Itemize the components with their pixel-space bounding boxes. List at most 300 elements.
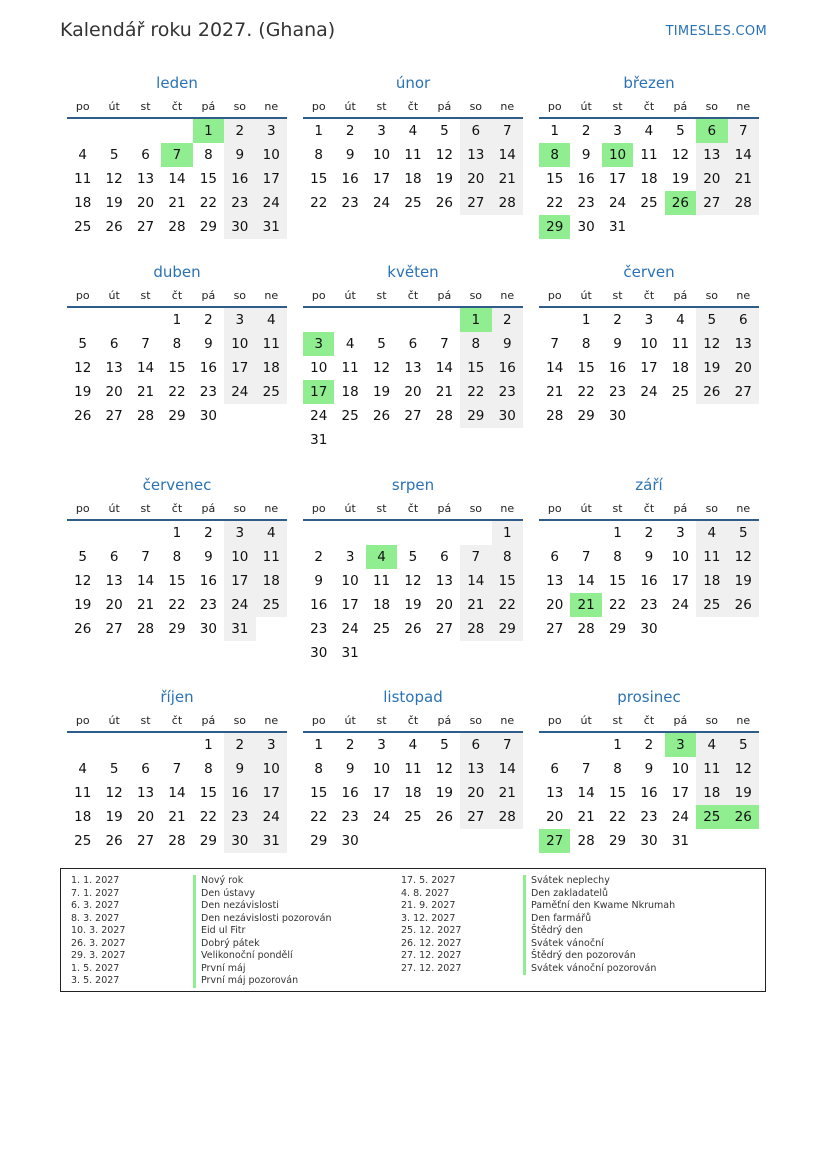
day-cell: 8 bbox=[613, 761, 622, 777]
day-grid bbox=[67, 308, 287, 428]
day-cell: 7 bbox=[550, 336, 559, 352]
day-cell: 5 bbox=[408, 549, 418, 565]
day-cell: 11 bbox=[341, 360, 359, 376]
day-cell: 25 bbox=[640, 195, 658, 211]
holiday-marker bbox=[193, 875, 196, 888]
holiday-day-cell: 8 bbox=[539, 143, 570, 167]
empty-cell bbox=[334, 308, 365, 332]
holiday-name: Dobrý pátek bbox=[201, 937, 260, 949]
page-title: Kalendář roku 2027. (Ghana) bbox=[60, 19, 336, 41]
day-cell: 15 bbox=[608, 785, 627, 801]
holiday-day-cell: 17 bbox=[303, 380, 334, 404]
brand-logo[interactable]: TIMESLES.COM bbox=[665, 24, 767, 39]
day-cell: 26 bbox=[435, 195, 453, 211]
day-cell: 25 bbox=[74, 833, 92, 849]
weekday-label: čt bbox=[171, 289, 183, 302]
day-cell: 2 bbox=[581, 123, 591, 139]
day-cell: 7 bbox=[581, 549, 591, 565]
weekday-header bbox=[539, 712, 759, 730]
day-cell: 21 bbox=[728, 167, 759, 191]
day-cell: 14 bbox=[492, 143, 523, 167]
weekday-label: čt bbox=[407, 714, 419, 727]
day-cell: 26 bbox=[435, 809, 453, 825]
day-cell: 13 bbox=[460, 143, 491, 167]
day-cell: 29 bbox=[168, 621, 186, 637]
day-cell: 4 bbox=[345, 336, 355, 352]
day-cell: 9 bbox=[224, 757, 255, 781]
holiday-date: 1. 5. 2027 bbox=[71, 962, 120, 974]
day-cell: 2 bbox=[204, 312, 213, 328]
day-cell: 12 bbox=[74, 360, 92, 376]
day-cell: 17 bbox=[608, 171, 627, 187]
day-cell: 5 bbox=[440, 737, 449, 753]
day-cell: 15 bbox=[199, 171, 217, 187]
weekday-label: pá bbox=[201, 289, 216, 302]
holidays-list bbox=[60, 868, 766, 992]
day-cell: 11 bbox=[74, 785, 92, 801]
day-cell: 31 bbox=[256, 829, 287, 853]
empty-cell bbox=[161, 119, 192, 143]
empty-cell bbox=[67, 521, 98, 545]
weekday-label: po bbox=[311, 289, 326, 302]
holiday-name: Den nezávislosti pozorován bbox=[201, 912, 332, 924]
weekday-label: so bbox=[233, 714, 247, 727]
day-cell: 15 bbox=[310, 171, 328, 187]
day-cell: 27 bbox=[460, 191, 491, 215]
weekday-label: so bbox=[705, 289, 719, 302]
day-grid bbox=[303, 733, 523, 853]
day-grid bbox=[539, 521, 759, 641]
day-cell: 21 bbox=[492, 167, 523, 191]
day-cell: 21 bbox=[136, 384, 155, 400]
holiday-date: 26. 12. 2027 bbox=[401, 937, 462, 949]
day-grid bbox=[303, 308, 523, 452]
day-cell: 26 bbox=[74, 621, 92, 637]
holiday-row bbox=[391, 950, 675, 963]
weekday-label: ne bbox=[264, 502, 279, 515]
weekday-label: ne bbox=[264, 289, 279, 302]
day-cell: 23 bbox=[492, 380, 523, 404]
day-cell: 27 bbox=[460, 805, 491, 829]
weekday-label: út bbox=[108, 714, 120, 727]
day-cell: 26 bbox=[728, 593, 759, 617]
day-cell: 30 bbox=[640, 621, 658, 637]
holiday-name: Den farmářů bbox=[531, 912, 592, 924]
holiday-day-cell: 10 bbox=[602, 143, 633, 167]
weekday-label: st bbox=[612, 100, 623, 113]
day-cell: 23 bbox=[341, 809, 359, 825]
holiday-name: Svátek neplechy bbox=[531, 875, 610, 886]
holiday-date: 17. 5. 2027 bbox=[401, 875, 456, 886]
weekday-label: út bbox=[580, 714, 592, 727]
holiday-row bbox=[61, 900, 332, 913]
holiday-marker bbox=[193, 950, 196, 963]
month-name: květen bbox=[387, 263, 439, 281]
day-cell: 4 bbox=[644, 123, 654, 139]
month-květen bbox=[303, 262, 523, 452]
day-cell: 11 bbox=[372, 573, 391, 589]
day-cell: 17 bbox=[372, 171, 391, 187]
holiday-name: Den zakladatelů bbox=[531, 887, 609, 899]
holiday-name: Nový rok bbox=[201, 875, 244, 886]
weekday-label: út bbox=[108, 100, 120, 113]
day-cell: 9 bbox=[345, 761, 355, 777]
weekday-label: ne bbox=[500, 714, 515, 727]
day-cell: 22 bbox=[310, 809, 328, 825]
day-cell: 3 bbox=[676, 525, 685, 541]
weekday-label: st bbox=[376, 502, 387, 515]
day-cell: 1 bbox=[613, 737, 622, 753]
month-leden bbox=[67, 73, 287, 239]
holiday-name: Svátek vánoční bbox=[531, 937, 604, 949]
weekday-label: čt bbox=[407, 502, 419, 515]
empty-cell bbox=[397, 308, 428, 332]
day-cell: 3 bbox=[256, 733, 287, 757]
day-cell: 21 bbox=[168, 195, 186, 211]
day-cell: 13 bbox=[105, 360, 123, 376]
day-cell: 18 bbox=[640, 171, 658, 187]
holidays-column-left bbox=[61, 875, 332, 988]
day-cell: 8 bbox=[172, 336, 182, 352]
weekday-label: pá bbox=[201, 100, 216, 113]
weekday-label: po bbox=[311, 100, 326, 113]
day-cell: 22 bbox=[199, 195, 217, 211]
day-cell: 2 bbox=[613, 312, 622, 328]
day-cell: 25 bbox=[696, 593, 727, 617]
day-cell: 19 bbox=[372, 384, 391, 400]
day-cell: 21 bbox=[492, 781, 523, 805]
holiday-date: 29. 3. 2027 bbox=[71, 950, 126, 961]
day-cell: 19 bbox=[105, 809, 123, 825]
weekday-label: pá bbox=[437, 714, 452, 727]
day-cell: 4 bbox=[696, 521, 727, 545]
weekday-label: čt bbox=[643, 502, 655, 515]
day-cell: 19 bbox=[435, 785, 453, 801]
weekday-label: čt bbox=[643, 289, 655, 302]
day-cell: 29 bbox=[608, 833, 627, 849]
day-cell: 16 bbox=[224, 167, 255, 191]
day-cell: 8 bbox=[314, 147, 323, 163]
weekday-label: ne bbox=[500, 100, 515, 113]
day-cell: 6 bbox=[141, 147, 150, 163]
day-cell: 24 bbox=[310, 408, 328, 424]
month-červenec bbox=[67, 475, 287, 641]
day-cell: 20 bbox=[136, 195, 155, 211]
day-cell: 13 bbox=[546, 573, 564, 589]
day-cell: 17 bbox=[256, 781, 287, 805]
day-cell: 18 bbox=[696, 781, 727, 805]
day-cell: 27 bbox=[404, 408, 422, 424]
day-cell: 16 bbox=[640, 573, 658, 589]
holiday-row bbox=[61, 975, 332, 988]
day-cell: 10 bbox=[341, 573, 359, 589]
day-cell: 22 bbox=[608, 809, 627, 825]
holiday-day-cell: 1 bbox=[193, 119, 224, 143]
holiday-row bbox=[61, 925, 332, 938]
day-cell: 24 bbox=[224, 380, 255, 404]
day-cell: 3 bbox=[377, 737, 386, 753]
holiday-name: Paměťní den Kwame Nkrumah bbox=[531, 900, 676, 911]
weekday-label: pá bbox=[673, 714, 688, 727]
holiday-day-cell: 7 bbox=[161, 143, 192, 167]
empty-cell bbox=[98, 733, 129, 757]
day-cell: 1 bbox=[550, 123, 559, 139]
holiday-marker bbox=[523, 938, 526, 951]
holiday-name: Svátek vánoční pozorován bbox=[531, 962, 657, 974]
weekday-label: ne bbox=[736, 289, 751, 302]
day-cell: 4 bbox=[696, 733, 727, 757]
day-cell: 21 bbox=[460, 593, 491, 617]
day-cell: 17 bbox=[640, 360, 658, 376]
day-cell: 20 bbox=[728, 356, 759, 380]
day-cell: 2 bbox=[644, 737, 654, 753]
day-cell: 29 bbox=[310, 833, 328, 849]
day-cell: 29 bbox=[577, 408, 595, 424]
holiday-marker bbox=[523, 888, 526, 901]
holiday-marker bbox=[523, 963, 526, 976]
day-cell: 31 bbox=[608, 219, 627, 235]
month-březen bbox=[539, 73, 759, 239]
weekday-label: út bbox=[580, 502, 592, 515]
day-cell: 1 bbox=[314, 123, 323, 139]
day-cell: 24 bbox=[224, 593, 255, 617]
day-cell: 12 bbox=[404, 573, 422, 589]
day-cell: 8 bbox=[204, 147, 213, 163]
month-únor bbox=[303, 73, 523, 215]
weekday-label: so bbox=[705, 100, 719, 113]
day-cell: 20 bbox=[136, 809, 155, 825]
empty-cell bbox=[539, 733, 570, 757]
day-cell: 20 bbox=[435, 597, 453, 613]
day-cell: 12 bbox=[435, 147, 453, 163]
day-cell: 17 bbox=[671, 785, 689, 801]
holiday-marker bbox=[523, 925, 526, 938]
weekday-label: st bbox=[612, 289, 623, 302]
empty-cell bbox=[539, 521, 570, 545]
day-cell: 28 bbox=[136, 621, 155, 637]
day-cell: 15 bbox=[608, 573, 627, 589]
holiday-day-cell: 26 bbox=[665, 191, 696, 215]
weekday-label: pá bbox=[673, 289, 688, 302]
day-cell: 8 bbox=[613, 549, 622, 565]
day-cell: 6 bbox=[109, 549, 119, 565]
day-cell: 27 bbox=[105, 408, 123, 424]
month-červen bbox=[539, 262, 759, 428]
day-cell: 5 bbox=[377, 336, 386, 352]
holiday-name: Velikonoční pondělí bbox=[201, 950, 293, 961]
holiday-name: Den ústavy bbox=[201, 887, 255, 899]
weekday-label: pá bbox=[201, 714, 216, 727]
month-name: září bbox=[635, 476, 663, 494]
day-cell: 4 bbox=[78, 147, 87, 163]
day-cell: 18 bbox=[341, 384, 359, 400]
day-cell: 7 bbox=[440, 336, 449, 352]
day-cell: 12 bbox=[372, 360, 391, 376]
empty-cell bbox=[130, 308, 161, 332]
day-cell: 2 bbox=[345, 737, 355, 753]
holiday-day-cell: 4 bbox=[366, 545, 397, 569]
day-cell: 29 bbox=[168, 408, 186, 424]
holiday-marker bbox=[523, 900, 526, 913]
day-cell: 22 bbox=[168, 597, 186, 613]
day-cell: 22 bbox=[310, 195, 328, 211]
holiday-row bbox=[391, 925, 675, 938]
weekday-label: ne bbox=[264, 714, 279, 727]
weekday-header bbox=[303, 712, 523, 730]
day-cell: 3 bbox=[644, 312, 654, 328]
empty-cell bbox=[429, 521, 460, 545]
day-cell: 21 bbox=[435, 384, 453, 400]
day-cell: 31 bbox=[671, 833, 689, 849]
month-name: říjen bbox=[160, 688, 194, 706]
day-cell: 31 bbox=[341, 645, 359, 661]
holiday-row bbox=[61, 938, 332, 951]
day-cell: 19 bbox=[671, 171, 689, 187]
day-cell: 5 bbox=[728, 733, 759, 757]
day-cell: 12 bbox=[105, 171, 123, 187]
day-cell: 28 bbox=[577, 621, 595, 637]
day-cell: 8 bbox=[314, 761, 323, 777]
holiday-name: Štědrý den bbox=[531, 925, 584, 936]
empty-cell bbox=[366, 308, 397, 332]
day-cell: 30 bbox=[310, 645, 328, 661]
day-cell: 24 bbox=[256, 805, 287, 829]
day-cell: 6 bbox=[460, 119, 491, 143]
day-cell: 19 bbox=[74, 384, 92, 400]
day-cell: 6 bbox=[550, 761, 559, 777]
holiday-date: 27. 12. 2027 bbox=[401, 950, 462, 961]
day-cell: 17 bbox=[671, 573, 689, 589]
holiday-day-cell: 27 bbox=[539, 829, 570, 853]
holiday-date: 26. 3. 2027 bbox=[71, 937, 126, 949]
day-cell: 11 bbox=[696, 545, 727, 569]
holiday-marker bbox=[193, 900, 196, 913]
day-cell: 28 bbox=[460, 617, 491, 641]
month-name: červenec bbox=[142, 476, 212, 494]
holiday-day-cell: 25 bbox=[696, 805, 727, 829]
holiday-day-cell: 1 bbox=[460, 308, 491, 332]
day-cell: 13 bbox=[696, 143, 727, 167]
holiday-marker bbox=[193, 913, 196, 926]
day-cell: 29 bbox=[199, 219, 217, 235]
day-cell: 17 bbox=[224, 569, 255, 593]
empty-cell bbox=[539, 308, 570, 332]
day-cell: 30 bbox=[341, 833, 359, 849]
day-cell: 2 bbox=[224, 119, 255, 143]
day-cell: 2 bbox=[492, 308, 523, 332]
day-grid bbox=[67, 733, 287, 853]
day-cell: 7 bbox=[172, 761, 182, 777]
day-cell: 12 bbox=[74, 573, 92, 589]
day-cell: 27 bbox=[696, 191, 727, 215]
empty-cell bbox=[334, 521, 365, 545]
weekday-header bbox=[539, 98, 759, 116]
day-grid bbox=[303, 521, 523, 665]
day-cell: 14 bbox=[136, 360, 155, 376]
holiday-row bbox=[391, 963, 675, 976]
weekday-label: út bbox=[108, 502, 120, 515]
day-cell: 13 bbox=[136, 785, 155, 801]
day-cell: 20 bbox=[696, 167, 727, 191]
day-cell: 17 bbox=[372, 785, 391, 801]
day-cell: 30 bbox=[608, 408, 627, 424]
weekday-label: st bbox=[140, 100, 151, 113]
day-cell: 23 bbox=[224, 805, 255, 829]
holiday-date: 4. 8. 2027 bbox=[401, 887, 450, 899]
weekday-label: pá bbox=[437, 100, 452, 113]
weekday-label: so bbox=[233, 289, 247, 302]
holidays-column-right bbox=[391, 875, 675, 975]
day-cell: 16 bbox=[640, 785, 658, 801]
day-cell: 23 bbox=[341, 195, 359, 211]
day-cell: 24 bbox=[372, 195, 391, 211]
day-cell: 29 bbox=[460, 404, 491, 428]
empty-cell bbox=[98, 521, 129, 545]
day-cell: 27 bbox=[728, 380, 759, 404]
day-cell: 30 bbox=[640, 833, 658, 849]
day-cell: 5 bbox=[728, 521, 759, 545]
day-cell: 24 bbox=[372, 809, 391, 825]
day-cell: 14 bbox=[435, 360, 453, 376]
day-cell: 18 bbox=[256, 569, 287, 593]
day-cell: 23 bbox=[640, 809, 658, 825]
day-cell: 8 bbox=[460, 332, 491, 356]
empty-cell bbox=[161, 733, 192, 757]
day-cell: 30 bbox=[577, 219, 595, 235]
day-cell: 4 bbox=[256, 521, 287, 545]
holiday-row bbox=[61, 888, 332, 901]
day-cell: 23 bbox=[577, 195, 595, 211]
day-grid bbox=[67, 119, 287, 239]
day-cell: 9 bbox=[224, 143, 255, 167]
day-cell: 27 bbox=[435, 621, 453, 637]
day-cell: 9 bbox=[644, 761, 654, 777]
day-cell: 10 bbox=[372, 761, 391, 777]
weekday-label: čt bbox=[643, 714, 655, 727]
empty-cell bbox=[366, 521, 397, 545]
day-cell: 22 bbox=[546, 195, 564, 211]
weekday-label: po bbox=[311, 714, 326, 727]
day-cell: 21 bbox=[136, 597, 155, 613]
day-cell: 9 bbox=[492, 332, 523, 356]
holiday-row bbox=[391, 900, 675, 913]
day-cell: 16 bbox=[341, 171, 359, 187]
day-cell: 11 bbox=[256, 545, 287, 569]
weekday-header bbox=[539, 500, 759, 518]
day-cell: 4 bbox=[408, 737, 418, 753]
holiday-date: 3. 5. 2027 bbox=[71, 975, 120, 986]
day-cell: 7 bbox=[728, 119, 759, 143]
day-cell: 13 bbox=[546, 785, 564, 801]
day-cell: 2 bbox=[224, 733, 255, 757]
holiday-row bbox=[61, 963, 332, 976]
holiday-row bbox=[391, 888, 675, 901]
day-cell: 11 bbox=[256, 332, 287, 356]
weekday-label: st bbox=[140, 502, 151, 515]
weekday-label: út bbox=[344, 714, 356, 727]
day-cell: 10 bbox=[256, 143, 287, 167]
day-cell: 3 bbox=[224, 521, 255, 545]
weekday-label: st bbox=[376, 289, 387, 302]
day-cell: 1 bbox=[314, 737, 323, 753]
day-cell: 24 bbox=[671, 809, 689, 825]
weekday-label: ne bbox=[736, 714, 751, 727]
day-cell: 10 bbox=[671, 761, 689, 777]
holiday-name: První máj bbox=[201, 962, 246, 974]
holiday-marker bbox=[523, 913, 526, 926]
holiday-day-cell: 6 bbox=[696, 119, 727, 143]
month-duben bbox=[67, 262, 287, 428]
